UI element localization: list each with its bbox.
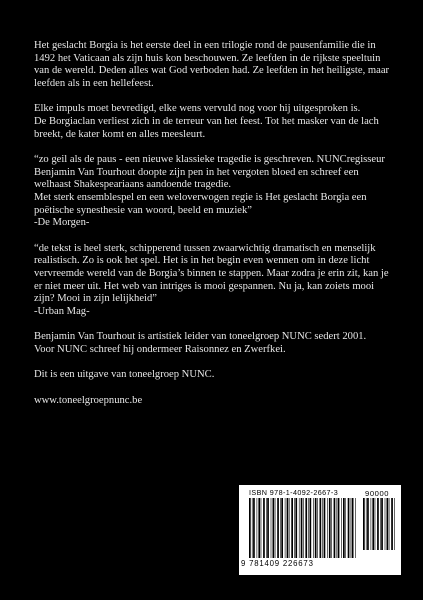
barcode-stripe [329,498,331,558]
barcode-stripe [341,498,342,558]
back-cover-text [34,40,396,421]
text-line: Het geslacht Borgia is het eerste deel in een trilogie rond de pausenfamilie die in 1492 het Vaticaan als zijn huis kon beschouwen. Ze leefden in de rijkste speeltuin van de wereld. Deden alles wat God verboden had. Ze leefden in het heiligste, maar leefden als in een hellefeest. [34,40,390,89]
barcode-stripe [352,498,354,558]
price-code: 90000 [365,489,390,498]
barcode-stripe [261,498,262,558]
website-url [34,395,396,408]
text-line: Benjamin Van Tourhout is artistiek leider van toneelgroep NUNC sedert 2001. [34,331,367,343]
barcode-stripe [324,498,326,558]
barcode-stripe [289,498,290,558]
barcode-stripe [355,498,356,558]
barcode-stripe [338,498,340,558]
barcode-stripe [387,498,389,550]
review-quote-urban-mag [34,243,396,319]
barcode-stripe [381,498,383,550]
barcode-stripe [280,498,281,558]
barcode-stripe [371,498,372,550]
barcode-stripe [275,498,276,558]
barcode-stripe [287,498,289,558]
barcode-stripe [367,498,369,550]
review-quote-de-morgen [34,154,396,230]
barcode-stripe [377,498,379,550]
barcode-stripe [295,498,297,558]
barcode-stripe [257,498,258,558]
synopsis-paragraph-2 [34,103,396,141]
isbn-label: ISBN 978-1-4092-2667-3 [249,488,339,497]
author-bio [34,331,396,356]
barcode-stripe [303,498,304,558]
barcode-stripe [294,498,295,558]
barcode-stripe [337,498,338,558]
text-line: “de tekst is heel sterk, schipperend tussen zwaarwichtig dramatisch en menselijk realistisch. Zo is ook het spel. Het is in het begin even wennen om in deze licht vervreemde wereld van de Borgia’s binnen te stappen. Maar zodra je erin zit, kan je er niet meer uit. Het web van intriges is mooi gespannen. Nu ja, kan zoiets mooi zijn? Mooi in zijn lelijkheid” [34,242,389,305]
barcode-stripe [363,498,365,550]
barcode-stripe [249,498,251,558]
text-line: Dit is een uitgave van toneelgroep NUNC. [34,369,215,381]
barcode-stripe [281,498,283,558]
text-line: Voor NUNC schreef hij ondermeer Raisonnez en Zwerfkei. [34,343,286,355]
barcode-stripe [322,498,323,558]
barcode-stripe [372,498,374,550]
quote-source: -De Morgen- [34,217,90,229]
barcode-stripe [320,498,322,558]
barcode-stripe [252,498,253,558]
barcode-stripe [366,498,367,550]
barcode-stripe [317,498,318,558]
barcode-stripe [313,498,314,558]
addon-barcode-icon [363,498,395,550]
publisher-note [34,369,396,382]
barcode-stripe [253,498,255,558]
barcode-stripe [263,498,265,558]
ean-digits: 9 781409 226673 [241,559,314,568]
synopsis-paragraph [34,40,396,90]
barcode-stripe [391,498,393,550]
barcode-stripe [351,498,352,558]
isbn-barcode-box [239,485,401,575]
barcode-stripe [389,498,390,550]
barcode-stripe [331,498,332,558]
barcode-stripe [345,498,346,558]
quote-source: -Urban Mag- [34,305,90,317]
barcode-stripe [299,498,300,558]
barcode-stripe [310,498,312,558]
text-line: Elke impuls moet bevredigd, elke wens vervuld nog voor hij uitgesproken is. [34,103,361,115]
barcode-stripe [315,498,317,558]
barcode-stripe [258,498,260,558]
text-line: “zo geil als de paus - een nieuwe klassieke tragedie is geschreven. NUNCregisseur Benjamin Van Tourhout doopte zijn pen in het vergoten bloed en schreef een welhaast Shakespeariaans aandoende tragedie. [34,154,385,191]
barcode-stripe [308,498,309,558]
barcode-stripe [327,498,328,558]
text-line: De Borgiaclan verliest zich in de terreur van het feest. Tot het masker van de lach breekt, de kater komt en alles meesleurt. [34,115,379,140]
barcode-stripe [375,498,376,550]
barcode-stripe [305,498,307,558]
barcode-stripe [291,498,293,558]
barcode-stripe [273,498,275,558]
text-line: Met sterk ensemblespel en een weloverwogen regie is Het geslacht Borgia een poëtische synesthesie van woord, beeld en muziek” [34,191,367,216]
barcode-stripe [271,498,272,558]
barcode-stripe [267,498,269,558]
barcode-stripe [285,498,286,558]
barcode-stripe [348,498,350,558]
barcode-stripe [277,498,279,558]
barcode-stripe [266,498,267,558]
barcode-stripe [301,498,303,558]
ean-barcode-icon [249,498,357,558]
barcode-stripe [394,498,395,550]
url-text: www.toneelgroepnunc.be [34,395,143,407]
barcode-stripe [385,498,386,550]
barcode-stripe [334,498,336,558]
barcode-stripe [380,498,381,550]
barcode-stripe [343,498,345,558]
